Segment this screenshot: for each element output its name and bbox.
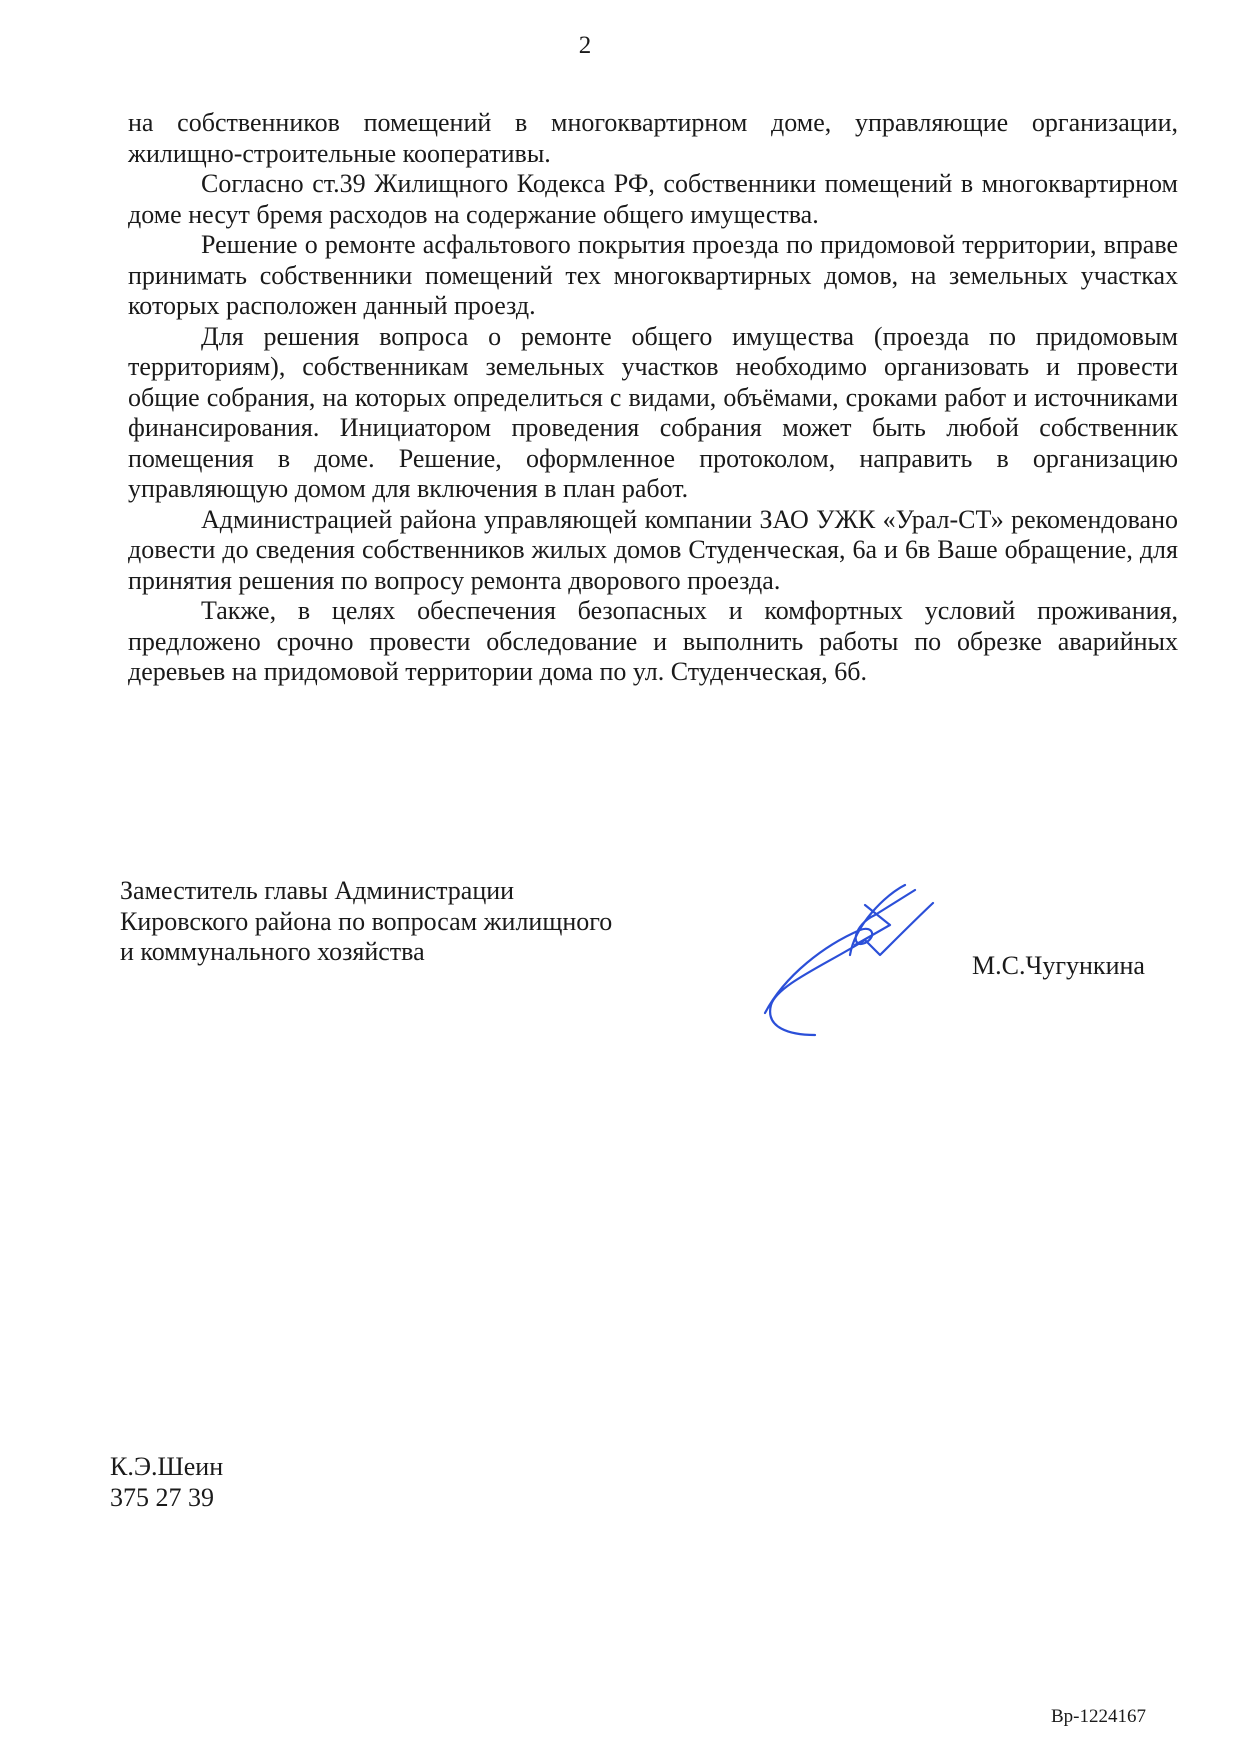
signer-position-line: Заместитель главы Администрации: [120, 876, 515, 905]
paragraph-asphalt-decision: Решение о ремонте асфальтового покрытия проезда по придомовой территории, вправе принимать собственники помещений тех многоквартирных домов, на земельных участках которых расположен данный проезд.: [128, 230, 1178, 320]
page-number: 2: [578, 32, 592, 59]
signer-position: [120, 876, 760, 968]
document-number: Вр-1224167: [1051, 1706, 1146, 1727]
executor-name: К.Э.Шеин: [110, 1452, 224, 1481]
paragraph-housing-code: Согласно ст.39 Жилищного Кодекса РФ, собственники помещений в многоквартирном доме несут бремя расходов на содержание общего имущества.: [128, 169, 1178, 229]
signer-position-line: и коммунального хозяйства: [120, 937, 425, 966]
signer-name: М.С.Чугункина: [972, 951, 1145, 980]
executor-info: [110, 1451, 223, 1513]
paragraph-continuation: на собственников помещений в многоквартирном доме, управляющие организации, жилищно-строительные кооперативы.: [128, 108, 1178, 168]
signer-position-line: Кировского района по вопросам жилищного: [120, 906, 613, 936]
paragraph-general-meeting: Для решения вопроса о ремонте общего имущества (проезда по придомовым территориям), собственникам земельных участков необходимо организовать и провести общие собрания, на которых определиться с видами, объёмами, сроками работ и источниками финансирования. Инициатором проведения собрания может быть любой собственник помещения в доме. Решение, оформленное протоколом, направить в организацию управляющую домом для включения в план работ.: [128, 321, 1178, 503]
handwritten-signature: [755, 845, 955, 1045]
letter-body: [128, 108, 1178, 688]
executor-phone: 375 27 39: [110, 1483, 214, 1512]
paragraph-tree-pruning: Также, в целях обеспечения безопасных и комфортных условий проживания, предложено срочно провести обследование и выполнить работы по обрезке аварийных деревьев на придомовой территории дома по ул. Студенческая, 6б.: [128, 596, 1178, 686]
signature-stroke: [765, 885, 933, 1035]
paragraph-management-company: Администрацией района управляющей компании ЗАО УЖК «Урал-СТ» рекомендовано довести до сведения собственников жилых домов Студенческая, 6а и 6в Ваше обращение, для принятия решения по вопросу ремонта дворового проезда.: [128, 504, 1178, 595]
